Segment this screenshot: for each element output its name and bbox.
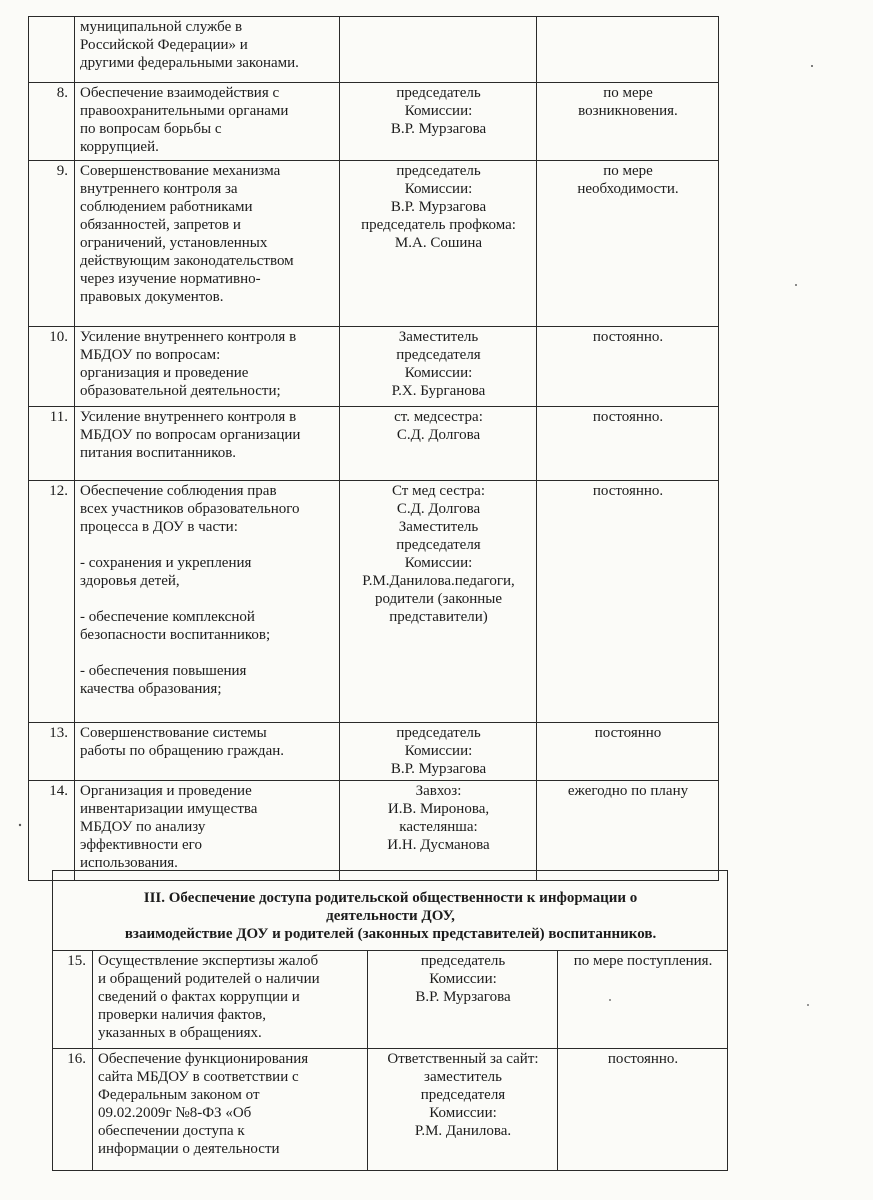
table-row xyxy=(29,723,719,781)
responsible-person: председатель Комиссии: В.Р. Мурзагова xyxy=(340,83,537,161)
row-number: 15. xyxy=(53,951,93,1049)
measure-text: Осуществление экспертизы жалоб и обращений родителей о наличии сведений о фактах коррупции и проверки наличия фактов, указанных в обращениях. xyxy=(93,951,368,1049)
measure-text: Обеспечение соблюдения прав всех участников образовательного процесса в ДОУ в части: - сохранения и укрепления здоровья детей, - обеспечение комплексной безопасности воспитанников; - обеспечения повышения качества образования; xyxy=(75,481,340,723)
row-number: 11. xyxy=(29,407,75,481)
responsible-person: Заместитель председателя Комиссии: Р.Х. Бурганова xyxy=(340,327,537,407)
measure-text: Обеспечение функционирования сайта МБДОУ в соответствии с Федеральным законом от 09.02.2009г №8-ФЗ «Об обеспечении доступа к информации о деятельности xyxy=(93,1049,368,1171)
measure-text: Усиление внутреннего контроля в МБДОУ по вопросам организации питания воспитанников. xyxy=(75,407,340,481)
plan-table-lower xyxy=(52,870,728,1171)
table-row xyxy=(29,781,719,881)
table-row xyxy=(29,17,719,83)
responsible-person: председатель Комиссии: В.Р. Мурзагова председатель профкома: М.А. Сошина xyxy=(340,161,537,327)
responsible-person: ст. медсестра: С.Д. Долгова xyxy=(340,407,537,481)
row-number: 14. xyxy=(29,781,75,881)
row-number xyxy=(29,17,75,83)
row-number: 12. xyxy=(29,481,75,723)
table-row xyxy=(53,951,728,1049)
deadline: постоянно. xyxy=(558,1049,728,1171)
measure-text: муниципальной службе в Российской Федерации» и другими федеральными законами. xyxy=(75,17,340,83)
section-heading: III. Обеспечение доступа родительской общественности к информации о деятельности ДОУ, взаимодействие ДОУ и родителей (законных представителей) воспитанников. xyxy=(53,871,728,951)
row-number: 8. xyxy=(29,83,75,161)
deadline: по мере поступления. xyxy=(558,951,728,1049)
deadline: по мере возникновения. xyxy=(537,83,719,161)
plan-table-upper xyxy=(28,16,719,881)
responsible-person: председатель Комиссии: В.Р. Мурзагова xyxy=(368,951,558,1049)
responsible-person xyxy=(340,17,537,83)
responsible-person: председатель Комиссии: В.Р. Мурзагова xyxy=(340,723,537,781)
measure-text: Совершенствование системы работы по обращению граждан. xyxy=(75,723,340,781)
measure-text: Обеспечение взаимодействия с правоохранительными органами по вопросам борьбы с коррупцией. xyxy=(75,83,340,161)
row-number: 16. xyxy=(53,1049,93,1171)
deadline: по мере необходимости. xyxy=(537,161,719,327)
table-row xyxy=(29,327,719,407)
responsible-person: Завхоз: И.В. Миронова, кастелянша: И.Н. Дусманова xyxy=(340,781,537,881)
responsible-person: Ст мед сестра: С.Д. Долгова Заместитель председателя Комиссии: Р.М.Данилова.педагоги, родители (законные представители) xyxy=(340,481,537,723)
deadline: постоянно. xyxy=(537,407,719,481)
measure-text: Совершенствование механизма внутреннего контроля за соблюдением работниками обязанностей, запретов и ограничений, установленных действующим законодательством через изучение нормативно- правовых документов. xyxy=(75,161,340,327)
table-row xyxy=(53,1049,728,1171)
deadline: постоянно. xyxy=(537,481,719,723)
responsible-person: Ответственный за сайт: заместитель председателя Комиссии: Р.М. Данилова. xyxy=(368,1049,558,1171)
row-number: 13. xyxy=(29,723,75,781)
measure-text: Усиление внутреннего контроля в МБДОУ по вопросам: организация и проведение образовательной деятельности; xyxy=(75,327,340,407)
measure-text: Организация и проведение инвентаризации имущества МБДОУ по анализу эффективности его использования. xyxy=(75,781,340,881)
table-row xyxy=(29,161,719,327)
section-heading-row xyxy=(53,871,728,951)
table-row xyxy=(29,481,719,723)
table-row xyxy=(29,407,719,481)
row-number: 9. xyxy=(29,161,75,327)
deadline xyxy=(537,17,719,83)
table-row xyxy=(29,83,719,161)
deadline: ежегодно по плану xyxy=(537,781,719,881)
row-number: 10. xyxy=(29,327,75,407)
deadline: постоянно. xyxy=(537,327,719,407)
deadline: постоянно xyxy=(537,723,719,781)
